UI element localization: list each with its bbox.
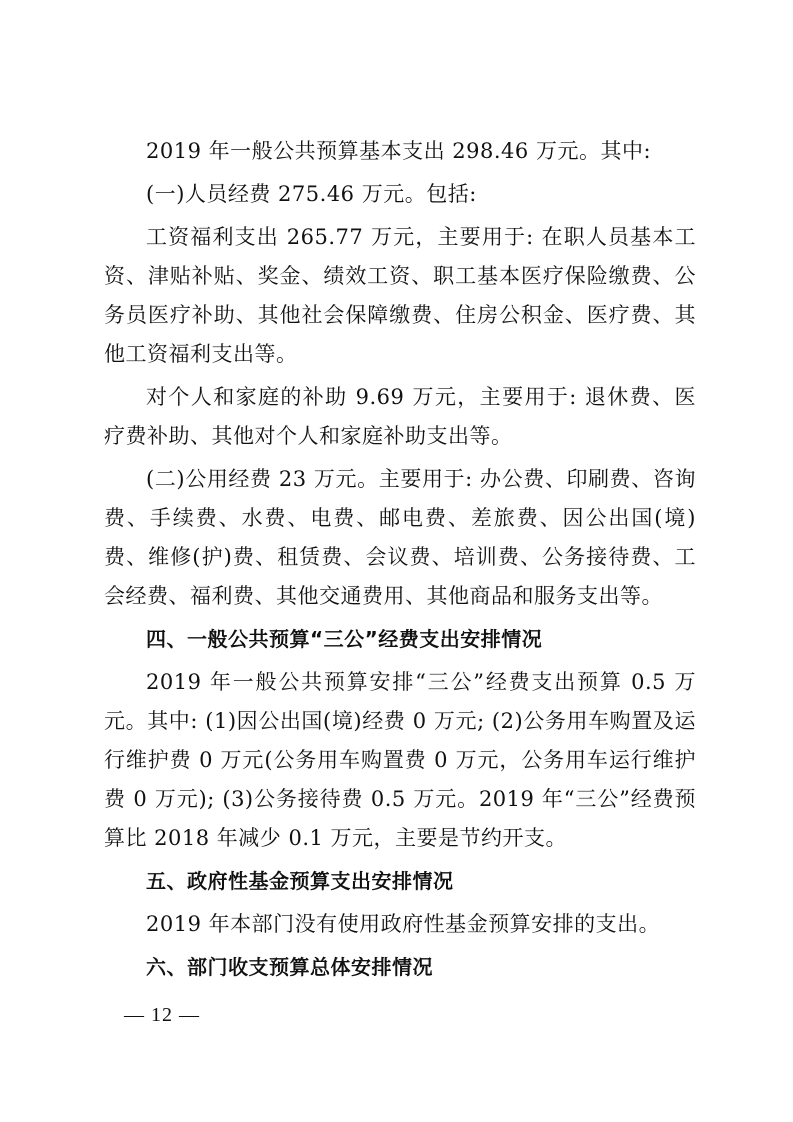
paragraph-basic-expenditure: 2019 年一般公共预算基本支出 298.46 万元。其中: — [146, 139, 652, 163]
paragraph-government-fund: 2019 年本部门没有使用政府性基金预算安排的支出。 — [146, 912, 661, 936]
paragraph-three-public-budget: 2019 年一般公共预算安排“三公”经费支出预算 0.5 万元。其中: (1)因公出国(境)经费 0 万元; (2)公务用车购置及运行维护费 0 万元(公务用车购置费 0 万元，公务用车运行维护费 0 万元); (3)公务接待费 0.5 万元。2019 年“三公”经费预算比 2018 年减少 0.1 万元，主要是节约开支。 — [104, 670, 696, 850]
section-heading-three-public: 四、一般公共预算“三公”经费支出安排情况 — [146, 627, 543, 651]
paragraph-public-expenses: (二)公用经费 23 万元。主要用于: 办公费、印刷费、咨询费、手续费、水费、电费、邮电费、差旅费、因公出国(境)费、维修(护)费、租赁费、会议费、培训费、公务接待费、工会经费、福利费、其他交通费用、其他商品和服务支出等。 — [104, 467, 696, 608]
section-heading-government-fund: 五、政府性基金预算支出安排情况 — [146, 869, 454, 893]
document-body — [104, 132, 696, 987]
section-heading-overall-budget: 六、部门收支预算总体安排情况 — [146, 955, 433, 979]
paragraph-salary-welfare: 工资福利支出 265.77 万元，主要用于: 在职人员基本工资、津贴补贴、奖金、绩效工资、职工基本医疗保险缴费、公务员医疗补助、其他社会保障缴费、住房公积金、医疗费、其他工资福利支出等。 — [104, 225, 696, 366]
paragraph-personnel-expenses: (一)人员经费 275.46 万元。包括: — [146, 182, 477, 206]
page-number: — 12 — — [124, 1004, 200, 1026]
paragraph-personal-household-subsidy: 对个人和家庭的补助 9.69 万元，主要用于: 退休费、医疗费补助、其他对个人和家庭补助支出等。 — [104, 385, 696, 448]
